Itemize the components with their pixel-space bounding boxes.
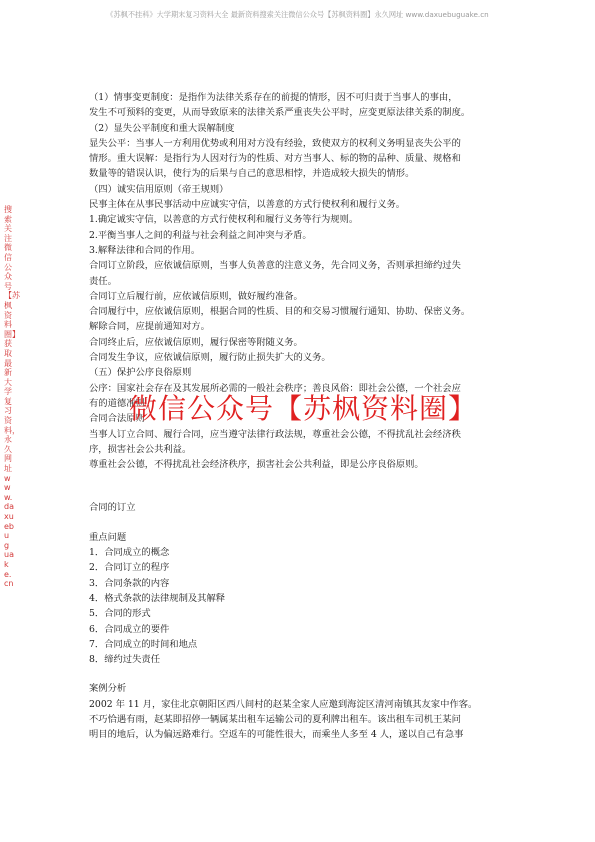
text-line: 合同发生争议，应依诚信原则，履行防止损失扩大的义务。 — [89, 352, 331, 364]
top-banner: 《苏枫不挂科》大学期末复习资料大全 最新资料搜索关注微信公众号【苏枫资料圈】永久网址 www.daxuebuguake.cn — [106, 10, 489, 19]
list-item: 8．缔约过失责任 — [89, 654, 160, 666]
list-item: 6．合同成立的要件 — [89, 623, 170, 635]
chapter-title: 合同的订立 — [89, 502, 136, 514]
list-item: 7．合同成立的时间和地点 — [89, 638, 198, 650]
text-line: 合同订立后履行前，应依诚信原则，做好履约准备。 — [89, 290, 303, 302]
text-line: 3.解释法律和合同的作用。 — [89, 244, 201, 256]
text-line: 明目的地后，认为偏远路难行。空返车的可能性很大，而乘坐人多至 4 人，遂以自己有急事 — [89, 729, 464, 741]
text-line: 不巧恰遇有雨，赵某即招停一辆属某出租车运输公司的夏利牌出租车。该出租车司机王某问 — [89, 713, 461, 725]
text-line: 尊重社会公德，不得扰乱社会经济秩序，损害社会公共利益，即是公序良俗原则。 — [89, 459, 424, 471]
text-line: 2.平衡当事人之间的利益与社会利益之间冲突与矛盾。 — [89, 229, 312, 241]
text-line: 合同履行中，应依诚信原则，根据合同的性质、目的和交易习惯履行通知、协助、保密义务。 — [89, 306, 471, 318]
list-item: 1．合同成立的概念 — [89, 547, 170, 559]
text-line: 发生不可预料的变更，从而导致原来的法律关系严重丧失公平时，应变更原法律关系的制度。 — [89, 107, 471, 119]
text-line: 1.确定诚实守信，以善意的方式行使权利和履行义务等行为规则。 — [89, 214, 359, 226]
key-issues-title: 重点问题 — [89, 531, 127, 543]
text-line: 当事人订立合同、履行合同，应当遵守法律行政法规，尊重社会公德，不得扰乱社会经济秩 — [89, 428, 461, 440]
text-line: 数量等的错误认识，使行为的后果与自己的意思相悖，并造成较大损失的情形。 — [89, 168, 415, 180]
watermark: 微信公众号【苏枫资料圈】 — [128, 392, 477, 425]
list-item: 5．合同的形式 — [89, 608, 151, 620]
text-line: 有的道德准则 — [89, 397, 145, 409]
key-issues-list — [89, 545, 509, 667]
list-item: 4．格式条款的法律规制及其解释 — [89, 592, 226, 604]
text-line: （四）诚实信用原则（帝王规则） — [89, 183, 229, 195]
text-line: 2002 年 11 月，家住北京朝阳区西八间村的赵某全家人应邀到海淀区清河南镇其友家中作客。 — [89, 698, 478, 710]
text-line: 显失公平：当事人一方利用优势或利用对方没有经验，致使双方的权利义务明显丧失公平的 — [89, 137, 461, 149]
text-line: 序，损害社会公共利益。 — [89, 443, 192, 455]
text-line: （1）情事变更制度：是指作为法律关系存在的前提的情形，因不可归责于当事人的事由， — [89, 92, 458, 103]
list-item: 2．合同订立的程序 — [89, 562, 170, 574]
case-title: 案例分析 — [89, 683, 127, 695]
text-line: （五）保护公序良俗原则 — [89, 367, 192, 379]
side-banner: 搜索关注微信公众号【苏枫资料圈】获取最新大学复习资料，永久网址 www.daxuebuguake.cn — [4, 205, 20, 589]
text-line: 民事主体在从事民事活动中应诚实守信，以善意的方式行使权利和履行义务。 — [89, 199, 406, 211]
text-line: 解除合同，应提前通知对方。 — [89, 321, 210, 333]
text-line: 情形。重大误解：是指行为人因对行为的性质、对方当事人、标的物的品种、质量、规格和 — [89, 153, 461, 165]
text-line: （2）显失公平制度和重大误解制度 — [89, 122, 235, 134]
text-line: 责任。 — [89, 275, 117, 287]
text-line: 公序：国家社会存在及其发展所必需的一般社会秩序；善良风俗：即社会公德，一个社会应 — [89, 382, 461, 394]
list-item: 3．合同条款的内容 — [89, 577, 170, 589]
text-line: 合同订立阶段，应依诚信原则，当事人负善意的注意义务，先合同义务，否则承担缔约过失 — [89, 260, 461, 272]
text-line: 合同合法原则 — [89, 413, 145, 425]
case-paragraph — [89, 697, 509, 743]
text-line: 合同终止后，应依诚信原则，履行保密等附随义务。 — [89, 336, 303, 348]
